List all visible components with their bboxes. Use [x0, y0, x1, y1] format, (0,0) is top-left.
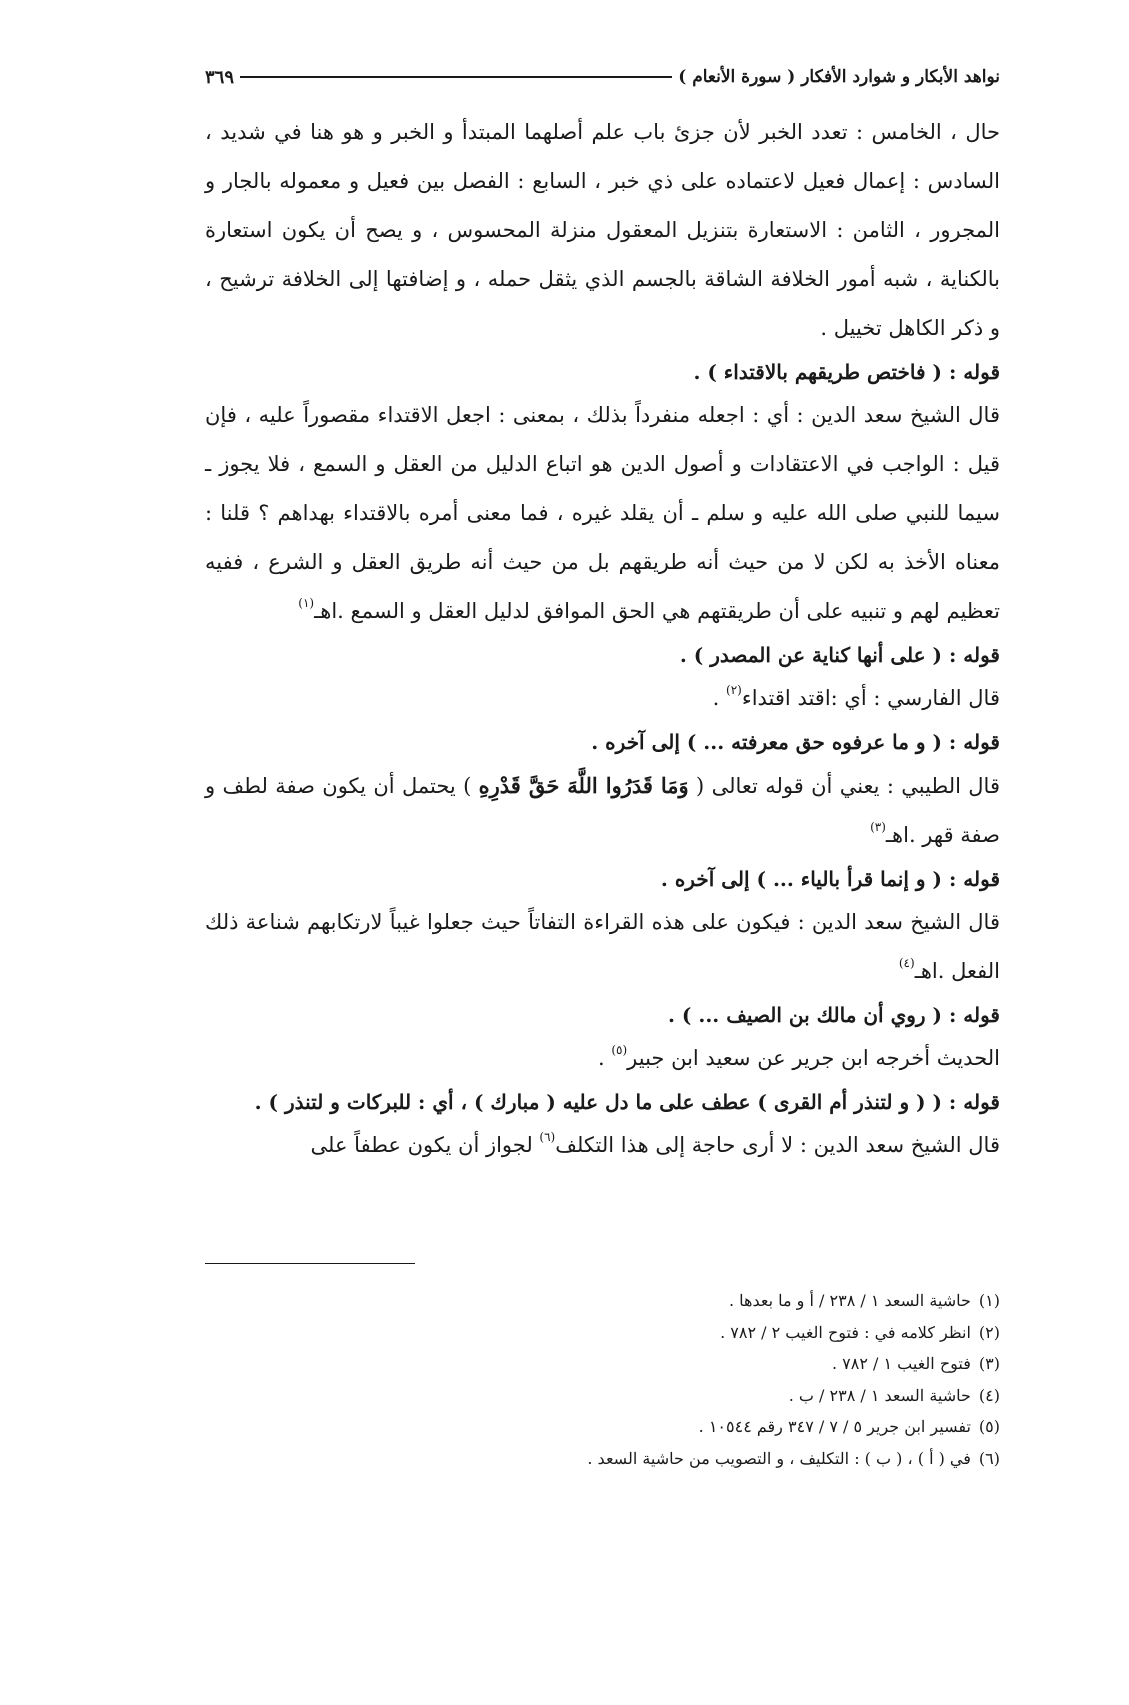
header-title: نواهد الأبكار و شوارد الأفكار ( سورة الأنعام ) [678, 67, 1000, 87]
section-heading: قوله : ( و إنما قرأ بالياء ... ) إلى آخره . [660, 867, 1000, 891]
paragraph: حال ، الخامس : تعدد الخبر لأن جزئ باب علم أصلهما المبتدأ و الخبر و هو هنا في شديد ، السادس : إعمال فعيل لاعتماده على ذي خبر ، السابع : الفصل بين فعيل و معموله بالجار و المجرور ، الثامن : الاستعارة بتنزيل المعقول منزلة المحسوس ، و يصح أن يكون استعارة بالكناية ، شبه أمور الخلافة الشاقة بالجسم الذي يثقل حمله ، و إضافتها إلى الخلافة ترشيح ، و ذكر الكاهل تخييل . [205, 120, 1000, 340]
section-heading: قوله : ( فاختص طريقهم بالاقتداء ) . [693, 360, 1000, 384]
footnote-marker: (٤) [898, 956, 915, 971]
footnote-marker: (٦) [539, 1130, 556, 1145]
footnote: (٣) فتوح الغيب ١ / ٧٨٢ . [831, 1354, 1000, 1373]
paragraph: الحديث أخرجه ابن جرير عن سعيد ابن جبير$^{(٥)}$ . [597, 1043, 1000, 1070]
paragraph: قال الفارسي : أي :اقتد اقتداء$^{(٢)}$ . [712, 683, 1000, 710]
footnote: (١) حاشية السعد ١ / ٢٣٨ / أ و ما بعدها . [729, 1291, 1000, 1310]
footnote-marker: (٣) [870, 820, 886, 835]
footnote: (٦) في ( أ ) ، ( ب ) : التكليف ، و التصويب من حاشية السعد . [587, 1448, 1000, 1468]
section-heading: قوله : ( على أنها كناية عن المصدر ) . [679, 643, 1000, 667]
footnote: (٢) انظر كلامه في : فتوح الغيب ٢ / ٧٨٢ . [720, 1322, 1000, 1342]
section-heading: قوله : ( روي أن مالك بن الصيف ... ) . [668, 1003, 1000, 1027]
footnote-separator [205, 1263, 415, 1264]
page-number: ٣٦٩ [205, 66, 235, 88]
footnote-marker: (١) [298, 596, 315, 611]
paragraph: قال الشيخ سعد الدين : لا أرى حاجة إلى هذا التكلف$^{(٦)}$ لجواز أن يكون عطفاً على [310, 1130, 1000, 1157]
body-text [205, 108, 1000, 1170]
footnote: (٤) حاشية السعد ١ / ٢٣٨ / ب . [788, 1385, 1000, 1405]
header-rule [240, 76, 672, 78]
section-heading: قوله : ( و ما عرفوه حق معرفته ... ) إلى آخره . [591, 730, 1000, 754]
footnote-marker: (٥) [611, 1043, 628, 1058]
quran-verse: وَمَا قَدَرُوا اللَّهَ حَقَّ قَدْرِهِ [478, 773, 689, 798]
paragraph: قال الشيخ سعد الدين : أي : اجعله منفرداً بذلك ، بمعنى : اجعل الاقتداء مقصوراً عليه ، فإن قيل : الواجب في الاعتقادات و أصول الدين هو اتباع الدليل من العقل و السمع ، فلا يجوز ـ سيما للنبي صلى الله عليه و سلم ـ أن يقلد غيره ، فما معنى أمره بالاقتداء بهداهم ؟ قلنا : معناه الأخذ به لكن لا من حيث أنه طريقهم بل من حيث أنه طريق العقل و الشرع ، ففيه تعظيم لهم و تنبيه على أن طريقتهم هي الحق الموافق لدليل العقل و السمع .اهـ$^{(١)}$ [205, 403, 1000, 623]
footnotes [205, 1285, 1000, 1474]
paragraph: قال الشيخ سعد الدين : فيكون على هذه القراءة التفاتاً حيث جعلوا غيباً لارتكابهم شناعة ذلك الفعل .اهـ$^{(٤)}$ [205, 910, 1000, 983]
footnote-marker: (٢) [726, 683, 742, 698]
running-header [205, 60, 1000, 94]
page [205, 60, 1000, 1170]
section-heading: قوله : ( ( و لتنذر أم القرى ) عطف على ما دل عليه ( مبارك ) ، أي : للبركات و لتنذر ) . [254, 1090, 1000, 1114]
footnote: (٥) تفسير ابن جرير ٥ / ٧ / ٣٤٧ رقم ١٠٥٤٤ . [698, 1417, 1000, 1436]
paragraph: قال الطيبي : يعني أن قوله تعالى ( وَمَا قَدَرُوا اللَّهَ حَقَّ قَدْرِهِ ) يحتمل أن يكون صفة لطف و صفة قهر .اهـ$^{(٣)}$ [205, 773, 1000, 847]
